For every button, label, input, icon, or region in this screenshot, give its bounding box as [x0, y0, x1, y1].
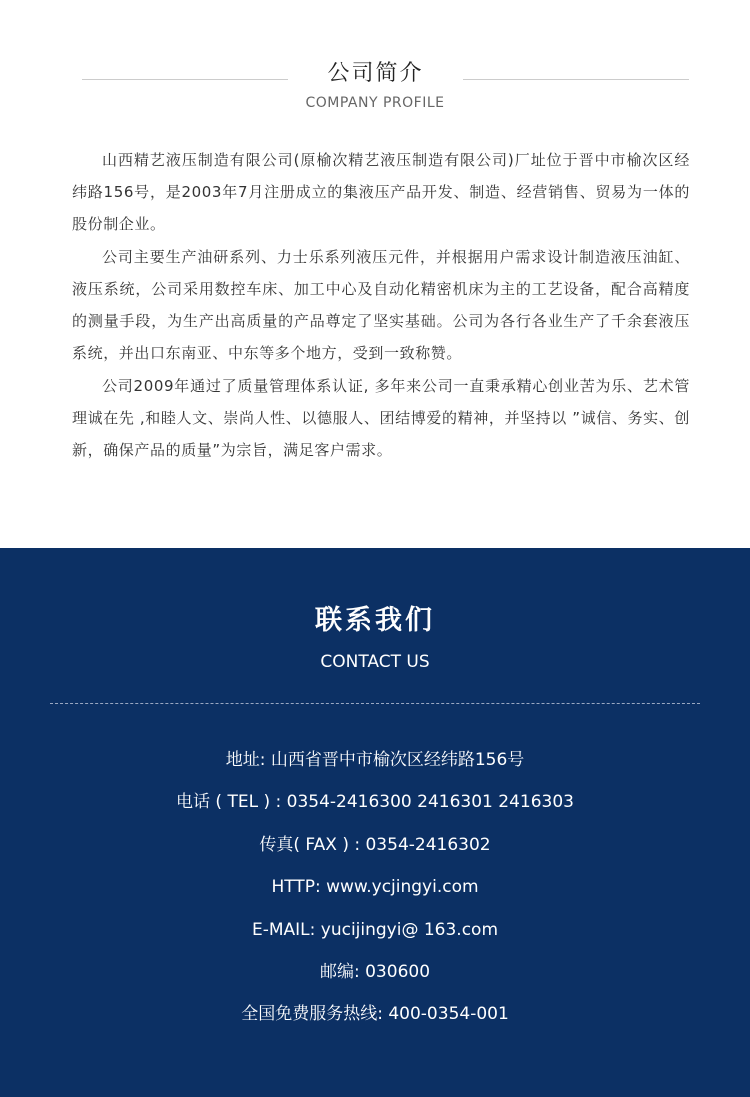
contact-title: 联系我们	[315, 605, 435, 636]
contact-telephone: 电话 ( TEL ) : 0354-2416300 2416301 2416303	[176, 792, 574, 812]
company-profile-section	[0, 0, 750, 548]
profile-title-row	[0, 58, 750, 92]
contact-website[interactable]: HTTP: www.ycjingyi.com	[271, 877, 479, 897]
profile-subtitle: COMPANY PROFILE	[305, 95, 445, 111]
contact-email[interactable]: E-MAIL: yucijingyi@ 163.com	[251, 920, 499, 940]
contact-subtitle: CONTACT US	[320, 652, 430, 672]
profile-paragraph-2: 公司主要生产油研系列、力士乐系列液压元件，并根据用户需求设计制造液压油缸、液压系统，公司采用数控车床、加工中心及自动化精密机床为主的工艺设备，配合高精度的测量手段，为生产出高质量的产品尊定了坚实基础。公司为各行各业生产了千余套液压系统，并出口东南亚、中东等多个地方，受到一致称赞。	[72, 248, 690, 362]
contact-postcode: 邮编: 030600	[319, 962, 431, 982]
contact-address: 地址: 山西省晋中市榆次区经纬路156号	[225, 750, 525, 770]
profile-title: 公司简介	[327, 61, 424, 86]
contact-dashed-divider	[50, 703, 700, 704]
contact-fax: 传真( FAX ) : 0354-2416302	[259, 835, 491, 855]
title-divider-left	[82, 79, 288, 80]
profile-paragraph-3: 公司2009年通过了质量管理体系认证, 多年来公司一直秉承精心创业苦为乐、艺术管理诚在先 ,和睦人文、崇尚人性、以德服人、团结博爱的精神，并坚持以 ”诚信、务实、创新，确保产品的质量”为宗旨，满足客户需求。	[72, 377, 690, 459]
contact-hotline: 全国免费服务热线: 400-0354-001	[241, 1004, 509, 1024]
contact-section	[0, 548, 750, 1097]
profile-paragraph-1: 山西精艺液压制造有限公司(原榆次精艺液压制造有限公司)厂址位于晋中市榆次区经纬路156号，是2003年7月注册成立的集液压产品开发、制造、经营销售、贸易为一体的股份制企业。	[72, 151, 690, 233]
title-divider-right	[463, 79, 689, 80]
